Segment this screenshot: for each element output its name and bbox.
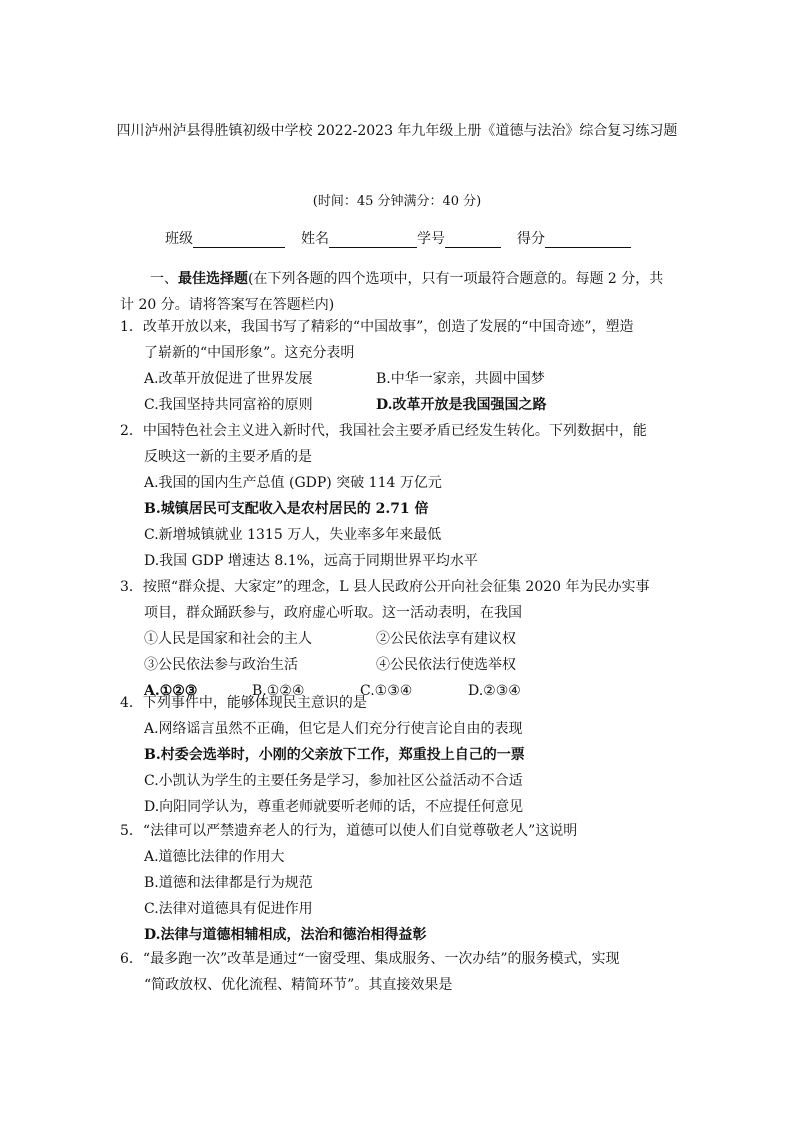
option-a: A.道德比法律的作用大 [144, 849, 285, 865]
option-a: A.①②③ [144, 683, 198, 699]
class-blank [193, 233, 285, 248]
option-b: B.道德和法律都是行为规范 [144, 875, 313, 891]
option-d: D.法律与道德相辅相成，法治和德治相得益彰 [144, 927, 427, 943]
question-4 [120, 690, 680, 820]
option-c: C.我国坚持共同富裕的原则 [144, 397, 313, 413]
option-b: B.村委会选举时，小刚的父亲放下工作，郑重投上自己的一票 [144, 747, 525, 763]
option-b: B.城镇居民可支配收入是农村居民的 2.71 倍 [144, 501, 429, 517]
option-d: D.②③④ [468, 683, 521, 699]
question-2 [120, 418, 680, 574]
option-b: B.中华一家亲，共圆中国梦 [376, 371, 545, 387]
statement-1: ①人民是国家和社会的主人 [144, 631, 312, 647]
name-blank [329, 233, 417, 248]
option-d: D.我国 GDP 增速达 8.1%，远高于同期世界平均水平 [144, 553, 478, 569]
question-3 [120, 574, 680, 704]
section-instructions-cont: 计 20 分。请将答案写在答题栏内) [120, 297, 335, 313]
question-stem: 6．“最多跑一次”改革是通过“一窗受理、集成服务、一次办结”的服务模式，实现 [120, 951, 620, 967]
question-stem: 5．“法律可以严禁遗弃老人的行为，道德可以使人们自觉尊敬老人”这说明 [120, 823, 578, 839]
question-stem: 4．下列事件中，能够体现民主意识的是 [120, 695, 367, 711]
section-title: 最佳选择题 [178, 271, 248, 287]
question-stem-cont: 反映这一新的主要矛盾的是 [144, 449, 312, 465]
question-stem-cont: 项目，群众踊跃参与，政府虚心听取。这一活动表明，在我国 [144, 605, 522, 621]
number-label: 学号 [417, 231, 445, 247]
section-heading [120, 266, 680, 318]
document-title: 四川泸州泸县得胜镇初级中学校 2022-2023 年九年级上册《道德与法治》综合复习练习题 [116, 123, 678, 139]
option-d: D.改革开放是我国强国之路 [376, 397, 547, 413]
statement-2: ②公民依法享有建议权 [376, 631, 516, 647]
option-c: C.新增城镇就业 1315 万人，失业率多年来最低 [144, 527, 442, 543]
question-stem: 3．按照“群众提、大家定”的理念，L 县人民政府公开向社会征集 2020 年为民办实事 [120, 579, 650, 595]
time-info: (时间：45 分钟满分：40 分) [312, 194, 482, 209]
question-5 [120, 818, 680, 948]
statement-4: ④公民依法行使选举权 [376, 657, 516, 673]
question-stem-cont: “简政放权、优化流程、精简环节”。其直接效果是 [144, 977, 453, 993]
option-a: A.网络谣言虽然不正确，但它是人们充分行使言论自由的表现 [144, 721, 523, 737]
question-1 [120, 314, 680, 418]
option-c: C.①③④ [360, 683, 413, 699]
section-instructions: (在下列各题的四个选项中，只有一项最符合题意的。每题 2 分，共 [248, 271, 664, 287]
option-a: A.我国的国内生产总值 (GDP) 突破 114 万亿元 [144, 475, 442, 491]
option-a: A.改革开放促进了世界发展 [144, 371, 313, 387]
option-c: C.小凯认为学生的主要任务是学习，参加社区公益活动不合适 [144, 773, 523, 789]
question-stem-cont: 了崭新的“中国形象”。这充分表明 [144, 345, 355, 361]
score-blank [545, 233, 631, 248]
question-stem: 2．中国特色社会主义进入新时代，我国社会主要矛盾已经发生转化。下列数据中，能 [120, 423, 647, 439]
question-6 [120, 946, 680, 998]
class-label: 班级 [165, 231, 193, 247]
section-number: 一、 [150, 271, 178, 287]
option-c: C.法律对道德具有促进作用 [144, 901, 313, 917]
question-stem: 1．改革开放以来，我国书写了精彩的“中国故事”，创造了发展的“中国奇迹”，塑造 [120, 319, 634, 335]
option-b: B.①②④ [252, 683, 305, 699]
name-label: 姓名 [301, 231, 329, 247]
option-d: D.向阳同学认为，尊重老师就要听老师的话，不应提任何意见 [144, 799, 524, 815]
score-label: 得分 [517, 231, 545, 247]
statement-3: ③公民依法参与政治生活 [144, 657, 298, 673]
student-info-fields [165, 228, 631, 248]
number-blank [445, 233, 501, 248]
